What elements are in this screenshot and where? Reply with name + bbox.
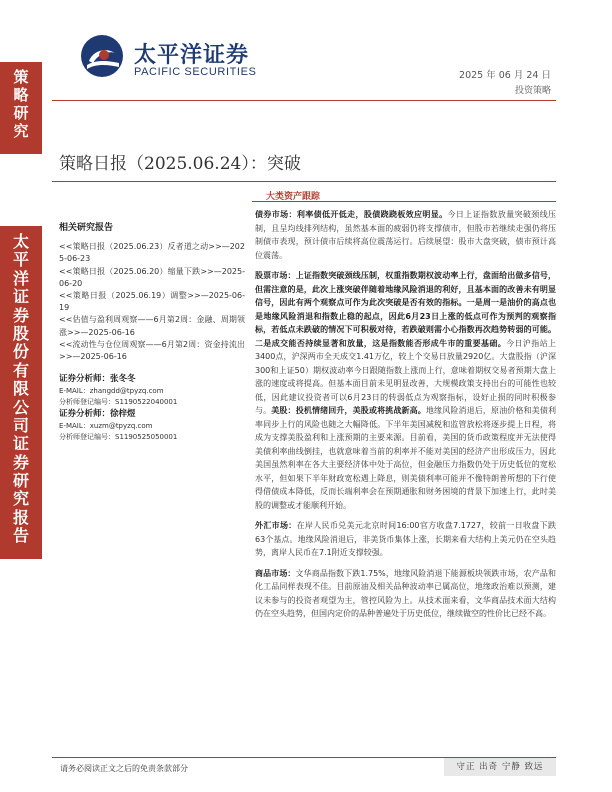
side-band-char: 证 xyxy=(12,434,29,454)
side-band-strategy xyxy=(0,62,42,154)
equity-market-lead: 股票市场： xyxy=(255,271,296,280)
related-report-date: —2025-06-23 xyxy=(59,242,245,264)
bond-market-lead: 债券市场： xyxy=(255,210,297,219)
equity-market-paragraph xyxy=(255,269,556,512)
related-report-link[interactable]: <<策略日报（2025.06.19）调整>> xyxy=(59,291,201,301)
bond-market-headline: 利率债低开低走，股债跷跷板效应明显。 xyxy=(296,210,448,219)
side-band-char: 股 xyxy=(12,323,29,343)
side-band-char: 份 xyxy=(12,342,29,362)
analyst-email[interactable]: E-MAIL：zhangdd@tpyzq.com xyxy=(59,387,164,396)
related-report-item[interactable] xyxy=(59,266,245,290)
equity-market-body: 今日沪指站上3400点，沪深两市全天成交1.41万亿，较上个交易日放量2920亿。大盘股指（沪深300和上证50）期权波动率今日跟随指数上涨而上行，意味着期权交易者预期大盘上涨的速度或将提高。但基本面目前未见明显改善，大规模政策支持出台的可能性也较低，因此建议投资者可以6月23日的转弱低点为观察指标，设好止损的同时积极参与。 xyxy=(255,338,556,415)
title-divider xyxy=(52,181,556,182)
brand-name-cn: 太平洋证券 xyxy=(134,43,250,68)
side-band-char: 司 xyxy=(12,415,29,435)
analyst-name: 张冬冬 xyxy=(110,374,136,385)
main-content xyxy=(255,208,556,628)
side-band-char: 究 xyxy=(13,122,29,140)
side-band-char: 究 xyxy=(12,489,29,509)
side-band-char: 策 xyxy=(13,68,29,86)
company-motto: 守正 出奇 宁静 致远 xyxy=(444,758,556,776)
side-band-char: 限 xyxy=(12,379,29,399)
related-report-link[interactable]: <<策略日报（2025.06.23）反者道之动>> xyxy=(59,242,222,252)
report-date: 2025 年 06 月 24 日 xyxy=(459,70,551,81)
analyst-list xyxy=(59,373,245,443)
analyst-code: 分析师登记编号：S1190522040001 xyxy=(59,398,178,407)
brand-name-en: PACIFIC SECURITIES xyxy=(134,66,257,78)
equity-market-headline: 上证指数突破颈线压制，权重指数期权波动率上行，盘面给出做多信号，但需注意的是，此次上涨突破伴随着地缘风险消退的利好，且基本面的改善未有明显信号，因此有两个观察点可作为此次突破是否有效的指标。一是周一是油价的高点也是地缘风险消退和指数止稳的起点，因此6月23日上涨的低点可作为预判的观察指标，若低点未跌破的情况下可积极对待，若跌破则需小心指数再次趋势转弱的可能。二是成交能否持续显著和放量，这是指数能否形成牛市的重要基础。 xyxy=(255,271,557,348)
analyst-code: 分析师登记编号：S1190525050001 xyxy=(59,433,178,442)
related-report-date: —2025-06-16 xyxy=(72,352,127,362)
side-band-char: 略 xyxy=(13,86,29,104)
analyst-email[interactable]: E-MAIL：xuzm@tpyzq.com xyxy=(59,422,153,431)
us-equity-headline: 美股：投机情绪回升，美股或将挑战新高。 xyxy=(271,406,426,415)
analyst-role: 证券分析师： xyxy=(59,374,111,385)
related-report-item[interactable] xyxy=(59,290,245,314)
related-report-date: —2025-06-19 xyxy=(59,291,245,313)
side-band-char: 报 xyxy=(12,507,29,527)
side-band-char: 告 xyxy=(12,526,29,546)
commodity-market-lead: 商品市场： xyxy=(255,568,296,578)
page-title: 策略日报（2025.06.24）：突破 xyxy=(59,154,301,174)
side-band-company xyxy=(0,226,42,559)
commodity-market-body: 文华商品指数下跌1.75%，地缘风险消退下能源板块领跌市场，农产品和化工品同样表现不佳。目前原油及相关品种波动率已属高位，地缘政治难以预测，建议未参与的投资者观望为主，管控风险为上。从技术面来看，文华商品技术面大结构仍在空头趋势，但国内定价的品种普遍处于历史低位，继续做空的性价比已经不高。 xyxy=(255,568,556,618)
related-report-date: —2025-06-20 xyxy=(59,266,245,288)
related-report-link[interactable]: <<策略日报（2025.06.20）缩量下跌>> xyxy=(59,266,214,276)
fx-market-paragraph xyxy=(255,519,556,560)
disclaimer-note: 请务必阅读正文之后的免责条款部分 xyxy=(60,764,188,773)
bond-market-body: 今日上证指数放量突破颈线压制，且呈均线排列结构，虽然基本面的疲弱仍将支撑债市，但股市若继续走强仍将压制债市表现，预计债市后续将高位震荡运行。后续展望：股市大盘突破，债市预计高位震荡。 xyxy=(255,210,557,260)
side-band-char: 公 xyxy=(12,397,29,417)
side-band-char: 平 xyxy=(12,250,29,270)
side-band-char: 研 xyxy=(13,104,29,122)
side-band-char: 证 xyxy=(12,287,29,307)
analyst-role: 证券分析师： xyxy=(59,409,111,420)
side-band-char: 有 xyxy=(12,360,29,380)
related-report-link[interactable]: <<流动性与仓位周观察——6月第2周：资金持流出>> xyxy=(59,339,245,362)
side-band-char: 研 xyxy=(12,471,29,491)
side-band-strategy-text xyxy=(0,62,42,142)
related-report-item[interactable] xyxy=(59,241,245,265)
side-band-company-text xyxy=(0,226,42,547)
commodity-market-paragraph xyxy=(255,567,556,621)
left-column xyxy=(59,222,245,443)
header-divider xyxy=(52,100,556,101)
related-report-item[interactable] xyxy=(59,339,245,363)
section-label: 大类资产跟踪 xyxy=(266,192,321,202)
analyst-name: 徐梓煜 xyxy=(110,409,136,420)
related-report-link[interactable]: <<估值与盈利周观察——6月第2周：金融、周期领涨>> xyxy=(59,315,245,337)
related-report-item[interactable] xyxy=(59,314,245,338)
side-band-char: 券 xyxy=(12,452,29,472)
analyst-name-line xyxy=(59,408,245,421)
related-report-date: —2025-06-16 xyxy=(80,327,135,337)
section-divider xyxy=(252,201,556,202)
pacific-securities-logo-icon xyxy=(79,33,125,79)
fx-market-body: 在岸人民币兑美元北京时间16:00官方收盘7.1727，较前一日收盘下跌63个基点。地缘风险消退后，非美货币集体上涨，长期来看大结构上美元仍在空头趋势，离岸人民币在7.1附近支撑较强。 xyxy=(255,521,557,557)
fx-market-lead: 外汇市场： xyxy=(255,521,297,530)
side-band-char: 洋 xyxy=(12,268,29,288)
analyst-block xyxy=(59,373,245,408)
related-reports-title: 相关研究报告 xyxy=(59,223,114,233)
side-band-char: 太 xyxy=(12,232,29,251)
related-reports-list xyxy=(59,241,245,363)
analyst-name-line xyxy=(59,373,245,386)
analyst-block xyxy=(59,408,245,443)
report-category: 投资策略 xyxy=(514,86,551,96)
bond-market-paragraph xyxy=(255,208,556,262)
us-equity-body: 地缘风险消退后，原油价格和美债利率同步上行的风险也随之大幅降低。下半年美国减税和监管放松将逐步提上日程，将成为支撑美股盈利和上涨预期的主要来源。目前看，美国的货币政策程度并无法使得美债利率曲线倒挂，也就意味着当前的利率并不能对美国的经济产出形成压力，因此美国虽然利率在各大主要经济体中处于高位，但金融压力指数仍处于历史低位的宽松水平，但如果下半年财政宽松遇上降息，则美债利率可能并不像特朗普所想的下行使得借债成本降低，反而长端利率会在预期通胀和财务困境的背景下加速上行，此时美股的调整或才能顺利开始。 xyxy=(255,406,557,510)
side-band-char: 券 xyxy=(12,305,29,325)
